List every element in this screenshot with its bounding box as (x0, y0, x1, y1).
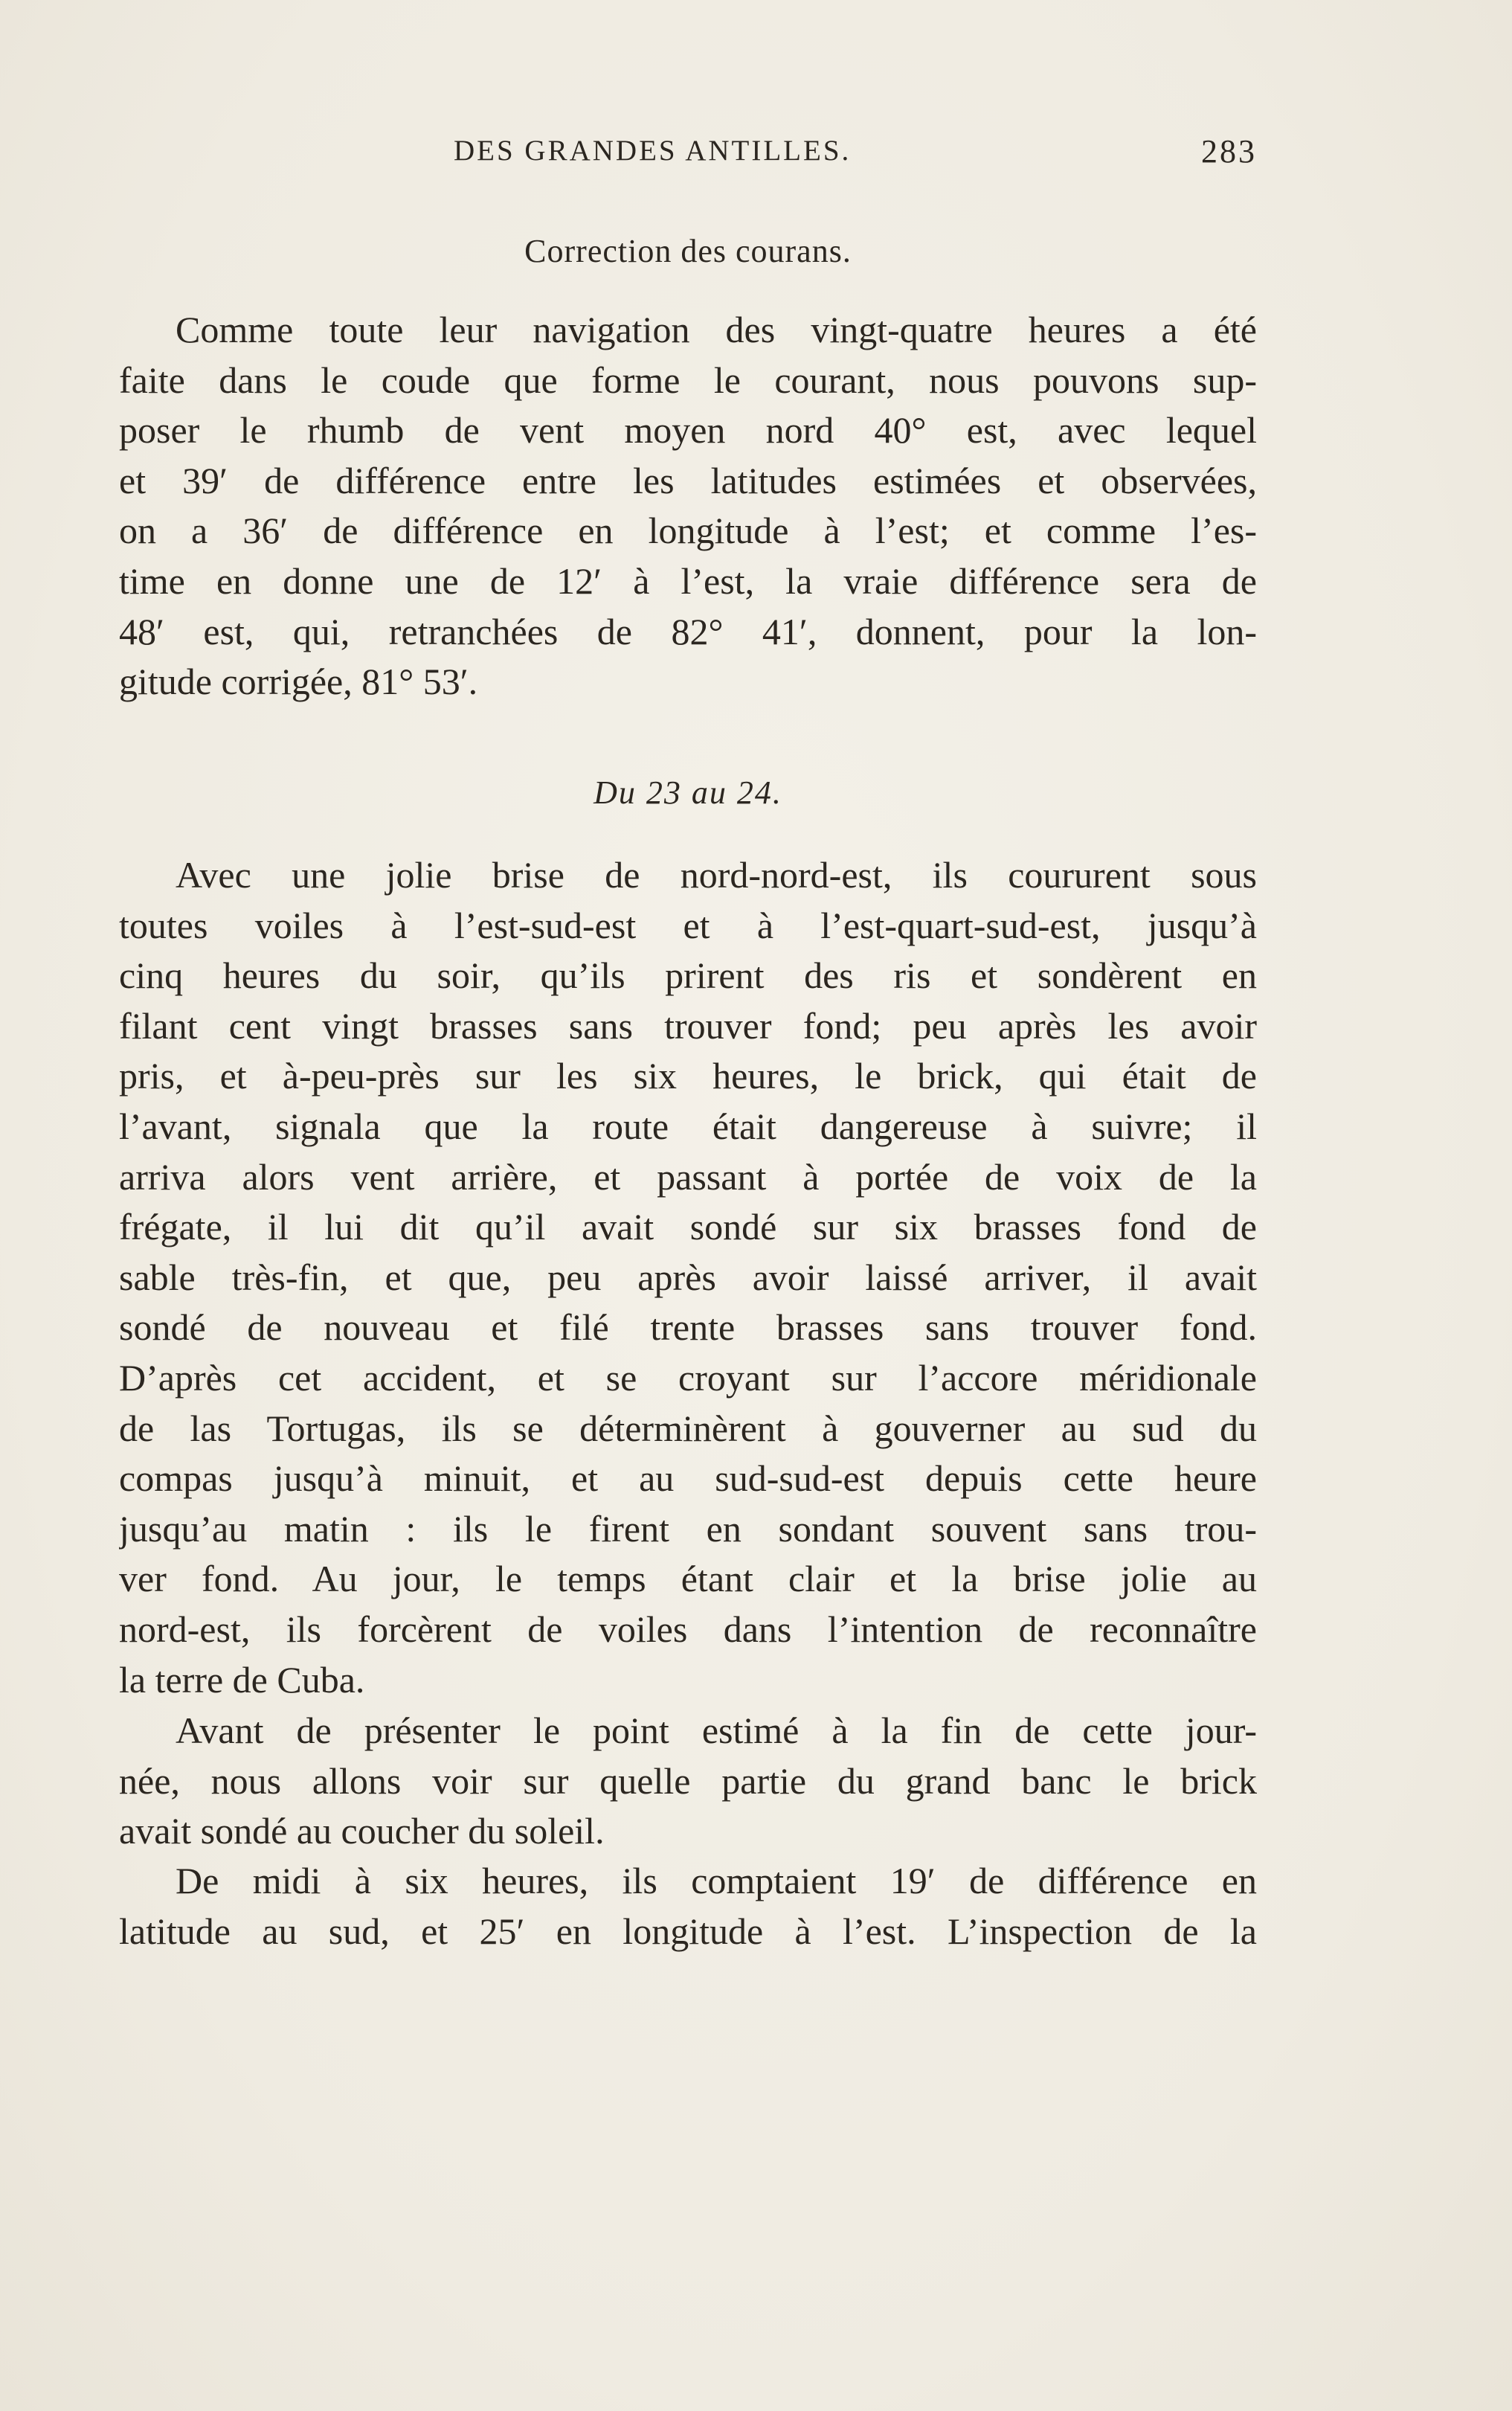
text-line: toutes voiles à l’est-sud-est et à l’est-quart-sud-est, jusqu’à (119, 904, 1257, 946)
text-line: gitude corrigée, 81° 53′. (119, 661, 478, 703)
text-line: cinq heures du soir, qu’ils prirent des ris et sondèrent en (119, 954, 1257, 997)
text-line: la terre de Cuba. (119, 1658, 365, 1701)
date-heading: Du 23 au 24. (593, 774, 782, 811)
text-line: filant cent vingt brasses sans trouver fond; peu après les avoir (119, 1004, 1257, 1047)
running-title: DES GRANDES ANTILLES. (454, 135, 852, 167)
paragraph-2 (119, 850, 1257, 1705)
text-line: Avec une jolie brise de nord-nord-est, ils coururent sous (176, 854, 1257, 896)
page-number: 283 (1201, 133, 1257, 170)
text-line: D’après cet accident, et se croyant sur l’accore méridionale (119, 1356, 1257, 1399)
text-line: latitude au sud, et 25′ en longitude à l’est. L’inspection de la (119, 1910, 1257, 1952)
text-line: time en donne une de 12′ à l’est, la vraie différence sera de (119, 559, 1257, 602)
paragraph-1 (119, 305, 1257, 707)
text-line: sable très-fin, et que, peu après avoir laissé arriver, il avait (119, 1256, 1257, 1298)
text-line: De midi à six heures, ils comptaient 19′ de différence en (176, 1860, 1257, 1901)
text-line: faite dans le coude que forme le courant, nous pouvons sup- (119, 359, 1257, 401)
text-line: Comme toute leur navigation des vingt-quatre heures a été (176, 309, 1257, 350)
text-line: compas jusqu’à minuit, et au sud-sud-est depuis cette heure (119, 1457, 1257, 1500)
text-line: 48′ est, qui, retranchées de 82° 41′, donnent, pour la lon- (119, 610, 1257, 652)
text-line: et 39′ de différence entre les latitudes estimées et observées, (119, 459, 1257, 501)
text-line: ver fond. Au jour, le temps étant clair et la brise jolie au (119, 1558, 1257, 1600)
text-line: on a 36′ de différence en longitude à l’est; et comme l’es- (119, 510, 1257, 552)
paragraph-3 (119, 1706, 1257, 1857)
text-line: Avant de présenter le point estimé à la fin de cette jour- (176, 1709, 1257, 1751)
text-line: sondé de nouveau et filé trente brasses sans trouver fond. (119, 1306, 1257, 1349)
text-line: l’avant, signala que la route était dangereuse à suivre; il (119, 1105, 1257, 1147)
paragraph-4 (119, 1856, 1257, 1956)
text-line: jusqu’au matin : ils le firent en sondant souvent sans trou- (119, 1507, 1257, 1550)
text-line: pris, et à-peu-près sur les six heures, le brick, qui était de (119, 1055, 1257, 1097)
section-heading: Correction des courans. (524, 233, 852, 269)
text-line: née, nous allons voir sur quelle partie du grand banc le brick (119, 1759, 1257, 1802)
text-line: de las Tortugas, ils se déterminèrent à gouverner au sud du (119, 1407, 1257, 1449)
text-line: avait sondé au coucher du soleil. (119, 1810, 605, 1852)
text-line: arriva alors vent arrière, et passant à portée de voix de la (119, 1155, 1257, 1198)
text-line: frégate, il lui dit qu’il avait sondé sur six brasses fond de (119, 1206, 1257, 1248)
page-header (119, 134, 1257, 179)
text-line: nord-est, ils forcèrent de voiles dans l’intention de reconnaître (119, 1608, 1257, 1650)
text-line: poser le rhumb de vent moyen nord 40° est, avec lequel (119, 409, 1257, 452)
